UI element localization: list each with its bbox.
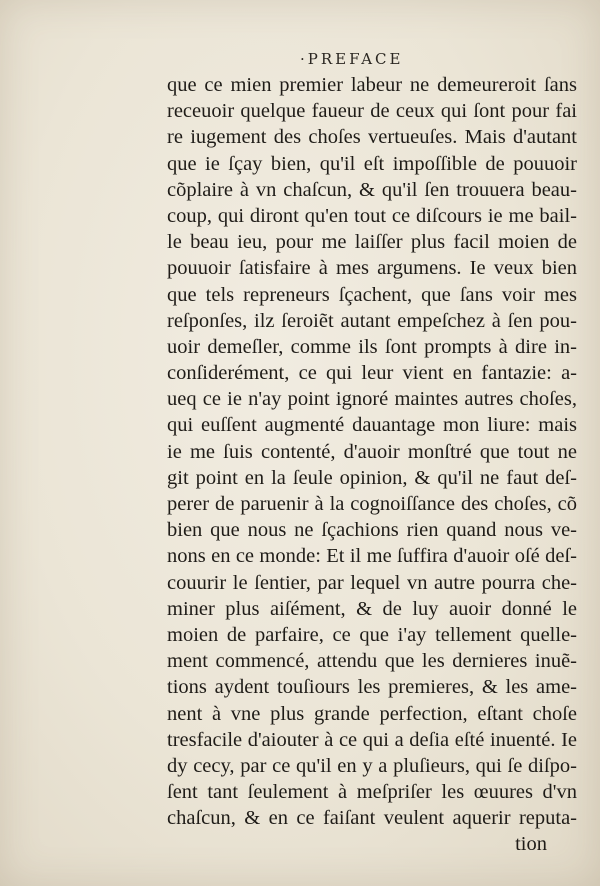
text-line: que ce mien premier labeur ne demeureroit ſans	[167, 74, 577, 96]
text-line: couurir le ſentier, par lequel vn autre pourra che-	[167, 571, 577, 594]
text-line: ſent tant ſeulement à meſpriſer les œuures d'vn	[167, 781, 577, 804]
text-line: re iugement des choſes vertueuſes. Mais d'autant	[167, 126, 577, 149]
text-line: perer de paruenir à la cognoiſſance des choſes, cõ	[167, 493, 577, 515]
text-line: le beau ieu, pour me laiſſer plus facil moien de	[167, 231, 577, 254]
running-head: ·PREFACE	[300, 50, 404, 68]
text-line: ment commencé, attendu que les dernieres inuẽ-	[167, 650, 577, 673]
text-line: receuoir quelque faueur de ceux qui ſont pour fai	[167, 100, 577, 123]
text-line: pouuoir ſatisfaire à mes argumens. Ie veux bien	[167, 257, 577, 280]
text-line: cõplaire à vn chaſcun, & qu'il ſen trouuera beau-	[167, 178, 577, 201]
text-line: nent à vne plus grande perfection, eſtant choſe	[167, 702, 577, 725]
text-line: tions aydent touſiours les premieres, & les ame-	[167, 676, 577, 699]
text-line: chaſcun, & en ce faiſant veulent aquerir reputa-	[167, 807, 577, 830]
text-line: nons en ce monde: Et il me ſuffira d'auoir oſé deſ-	[167, 545, 577, 568]
text-line: reſponſes, ilz ſeroiẽt autant empeſchez à ſen pou-	[167, 309, 577, 332]
text-line: ueq ce ie n'ay point ignoré maintes autres choſes,	[167, 388, 577, 411]
text-line: conſiderément, ce qui leur vient en fantazie: a-	[167, 362, 577, 385]
body-text	[167, 72, 577, 858]
text-line: miner plus aiſément, & de luy auoir donné le	[167, 597, 577, 620]
text-line: coup, qui diront qu'en tout ce diſcours ie me bail-	[167, 204, 577, 227]
text-line: dy cecy, par ce qu'il en y a pluſieurs, qui ſe diſpo-	[167, 754, 577, 777]
text-line: qui euſſent augmenté dauantage mon liure: mais	[167, 414, 577, 437]
text-line: que ie ſçay bien, qu'il eſt impoſſible de pouuoir	[167, 152, 577, 175]
catchword: tion	[515, 833, 547, 856]
text-line: bien que nous ne ſçachions rien quand nous ve-	[167, 519, 577, 542]
text-line: tresfacile d'aiouter à ce qui a deſia eſté inuenté. Ie	[167, 728, 577, 751]
text-line: ie me ſuis contenté, d'auoir monſtré que tout ne	[167, 440, 577, 463]
text-line: uoir demeſler, comme ils ſont prompts à dire in-	[167, 335, 577, 358]
text-line: git point en la ſeule opinion, & qu'il ne faut deſ-	[167, 466, 577, 489]
text-line: que tels repreneurs ſçachent, que ſans voir mes	[167, 283, 577, 306]
text-line: moien de parfaire, ce que i'ay tellement quelle-	[167, 623, 577, 646]
